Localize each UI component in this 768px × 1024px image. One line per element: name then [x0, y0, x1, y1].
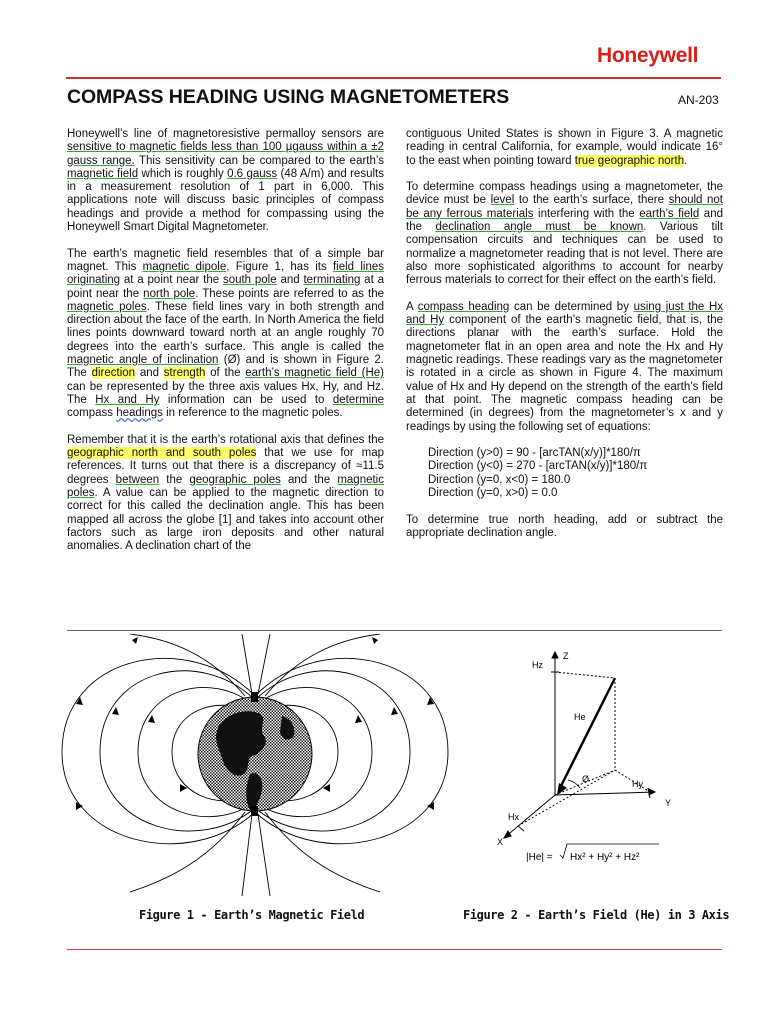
- page-title: COMPASS HEADING USING MAGNETOMETERS: [67, 86, 510, 108]
- left-column: [67, 128, 384, 567]
- y-axis-label: Y: [665, 798, 672, 808]
- magnitude-formula-rhs: Hx² + Hy² + Hz²: [570, 852, 640, 863]
- requirements-paragraph: To determine compass headings using a magnetometer, the device must be level to the earth’s surface, there should not be any ferrous materials interfering with the earth’s field and the declination angle must be known. Various tilt compensation circuits and techniques can be used to normalize a magnetometer reading that is not level. There are also more sophisticated algorithms to account for nearby ferrous materials to correct for their effect on the earth’s field.: [406, 181, 723, 287]
- three-axis-field-figure: [490, 640, 722, 872]
- declination-continued-paragraph: contiguous United States is shown in Figure 3. A magnetic reading in central California, for example, would indicate 16° to the east when pointing toward true geographic north.: [406, 128, 723, 167]
- north-magnet-pole: [251, 692, 258, 702]
- magnitude-formula-lhs: |He| =: [526, 852, 553, 863]
- honeywell-logo: Honeywell: [597, 44, 699, 67]
- z-axis-label: Z: [563, 651, 569, 661]
- right-column: [406, 128, 723, 554]
- projection-lines: [518, 672, 650, 826]
- phi-label: Ø: [582, 774, 590, 784]
- footer-rule: [67, 949, 722, 950]
- x-axis-label: X: [497, 837, 504, 847]
- intro-paragraph: Honeywell’s line of magnetoresistive permalloy sensors are sensitive to magnetic fields less than 100 µgauss within a ±2 gauss range. This sensitivity can be compared to the earth’s magnetic field which is roughly 0.6 gauss (48 A/m) and results in a measurement resolution of 1 part in 6,000. This applications note will discuss basic principles of compass headings and provide a method for compassing using the Honeywell Smart Digital Magnetometer.: [67, 128, 384, 234]
- hz-label: Hz: [532, 660, 543, 670]
- axes: [504, 652, 655, 838]
- app-note-number: AN-203: [678, 93, 719, 107]
- direction-equations: [428, 447, 723, 500]
- true-north-paragraph: To determine true north heading, add or subtract the appropriate declination angle.: [406, 513, 723, 539]
- field-paragraph: The earth’s magnetic field resembles that of a simple bar magnet. This magnetic dipole, Figure 1, has its field lines originating at a point near the south pole and terminating at a point near the north pole. These points are referred to as the magnetic poles. These field lines vary in both strength and direction about the face of the earth. In North America the field lines points downward toward north at an angle roughly 70 degrees into the earth’s surface. This angle is called the magnetic angle of inclination (Ø) and is shown in Figure 2. The direction and strength of the earth’s magnetic field (He) can be represented by the three axis values Hx, Hy, and Hz. The Hx and Hy information can be used to determine compass headings in reference to the magnetic poles.: [67, 247, 385, 420]
- earth-magnetic-field-figure: [60, 634, 450, 896]
- equation-y-positive: Direction (y>0) = 90 - [arcTAN(x/y)]*180/π: [428, 447, 641, 460]
- figure2-caption: Figure 2 - Earth’s Field (He) in 3 Axis: [463, 908, 730, 922]
- he-label: He: [574, 712, 586, 722]
- heading-paragraph: A compass heading can be determined by using just the Hx and Hy component of the earth’s magnetic field, that is, the directions planar with the earth’s surface. Hold the magnetometer flat in an open area and note the Hx and Hy magnetic readings. These readings vary as the magnetometer is rotated in a circle as shown in Figure 4. The maximum value of Hx and Hy depend on the strength of the earth’s field at that point. The magnetic compass heading can be determined (in degrees) from the magnetometer’s x and y readings by using the following set of equations:: [406, 300, 724, 433]
- hy-label: Hy: [632, 779, 643, 789]
- south-magnet-pole: [251, 806, 258, 816]
- figure1-caption: Figure 1 - Earth’s Magnetic Field: [139, 908, 365, 922]
- declination-paragraph: Remember that it is the earth’s rotational axis that defines the geographic north and south poles that we use for map references. It turns out that there is a discrepancy of ≈11.5 degrees between the geographic poles and the magnetic poles. A value can be applied to the magnetic direction to correct for this called the declination angle. This has been mapped all across the globe [1] and takes into account other factors such as large iron deposits and other natural anomalies. A declination chart of the: [67, 433, 384, 553]
- equation-y-zero-x-negative: Direction (y=0, x<0) = 180.0: [428, 473, 571, 486]
- figure-separator: [67, 630, 722, 631]
- hx-label: Hx: [508, 812, 519, 822]
- equation-y-zero-x-positive: Direction (y=0, x>0) = 0.0: [428, 487, 558, 500]
- header-rule: [66, 77, 721, 79]
- equation-y-negative: Direction (y<0) = 270 - [arcTAN(x/y)]*180/π: [428, 460, 648, 473]
